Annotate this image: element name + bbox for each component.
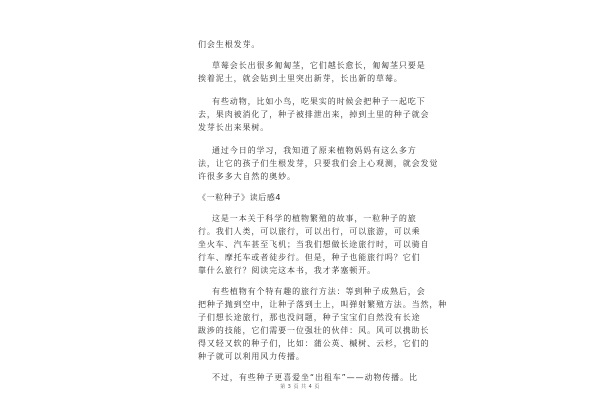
text-line: 坐火车、汽车甚至飞机；当我们想做长途旅行时，可以骑自 bbox=[198, 240, 430, 249]
text-line: 有些植物有个特有趣的旅行方法：等到种子成熟后，会 bbox=[212, 287, 426, 296]
text-line: 得又轻又软的种子们，比如：蒲公英、槭树、云杉，它们的 bbox=[198, 339, 430, 348]
text-line: 行车、摩托车或者徒步行。但是，种子也能旅行吗？它们 bbox=[198, 253, 421, 262]
paragraph-travel-methods bbox=[198, 285, 448, 363]
text-line: 通过今日的学习，我知道了原来植物妈妈有这么多方 bbox=[212, 146, 417, 155]
paragraph-continuation bbox=[198, 38, 408, 51]
paragraph-animals bbox=[198, 95, 430, 134]
text-line: 有些动物，比如小鸟，吃果实的时候会把种子一起吃下 bbox=[212, 97, 426, 106]
text-line: 们会生根发芽。 bbox=[198, 40, 261, 49]
paragraph-summary bbox=[198, 144, 439, 183]
paragraph-book-intro bbox=[198, 212, 430, 277]
paragraph-strawberry bbox=[198, 59, 426, 85]
page-footer: 第 3 页 共 4 页 bbox=[280, 384, 320, 390]
text-line: 去，果肉被消化了，种子被排泄出来，掉到土里的种子就会 bbox=[198, 110, 430, 119]
text-line: 不过，有些种子更喜爱坐“出租车”——动物传播。比 bbox=[212, 373, 418, 382]
text-line: 法，让它的孩子们生根发芽，只要我们会上心观测，就会发觉 bbox=[198, 159, 439, 168]
text-line: 这是一本关于科学的植物繁殖的故事，一粒种子的旅 bbox=[212, 214, 417, 223]
text-line: 把种子抛到空中，让种子落到土上，叫弹射繁殖方法。当然，种 bbox=[198, 300, 448, 309]
text-line: 挨着泥土，就会钻到土里突出新芽，长出新的草莓。 bbox=[198, 74, 403, 83]
text-line: 种子就可以利用风力传播。 bbox=[198, 352, 305, 361]
text-line: 子们想长途旅行，那也没问题，种子宝宝们自然没有长途 bbox=[198, 313, 421, 322]
text-line: 发芽长出来果树。 bbox=[198, 123, 270, 132]
text-line: 草莓会长出很多匍匐茎，它们越长愈长，匍匐茎只要是 bbox=[212, 61, 426, 70]
text-line: 许很多多大自然的奥妙。 bbox=[198, 172, 296, 181]
document-body bbox=[198, 38, 448, 384]
text-line: 靠什么旅行？阅读完这本书，我才茅塞顿开。 bbox=[198, 266, 376, 275]
section-heading: 《一粒种子》读后感4 bbox=[198, 193, 282, 202]
text-line: 行。我们人类，可以旅行，可以出行，可以旅游，可以乘 bbox=[198, 227, 421, 236]
text-line: 跋涉的技能，它们需要一位强壮的伙伴：风。风可以携助长 bbox=[198, 326, 430, 335]
